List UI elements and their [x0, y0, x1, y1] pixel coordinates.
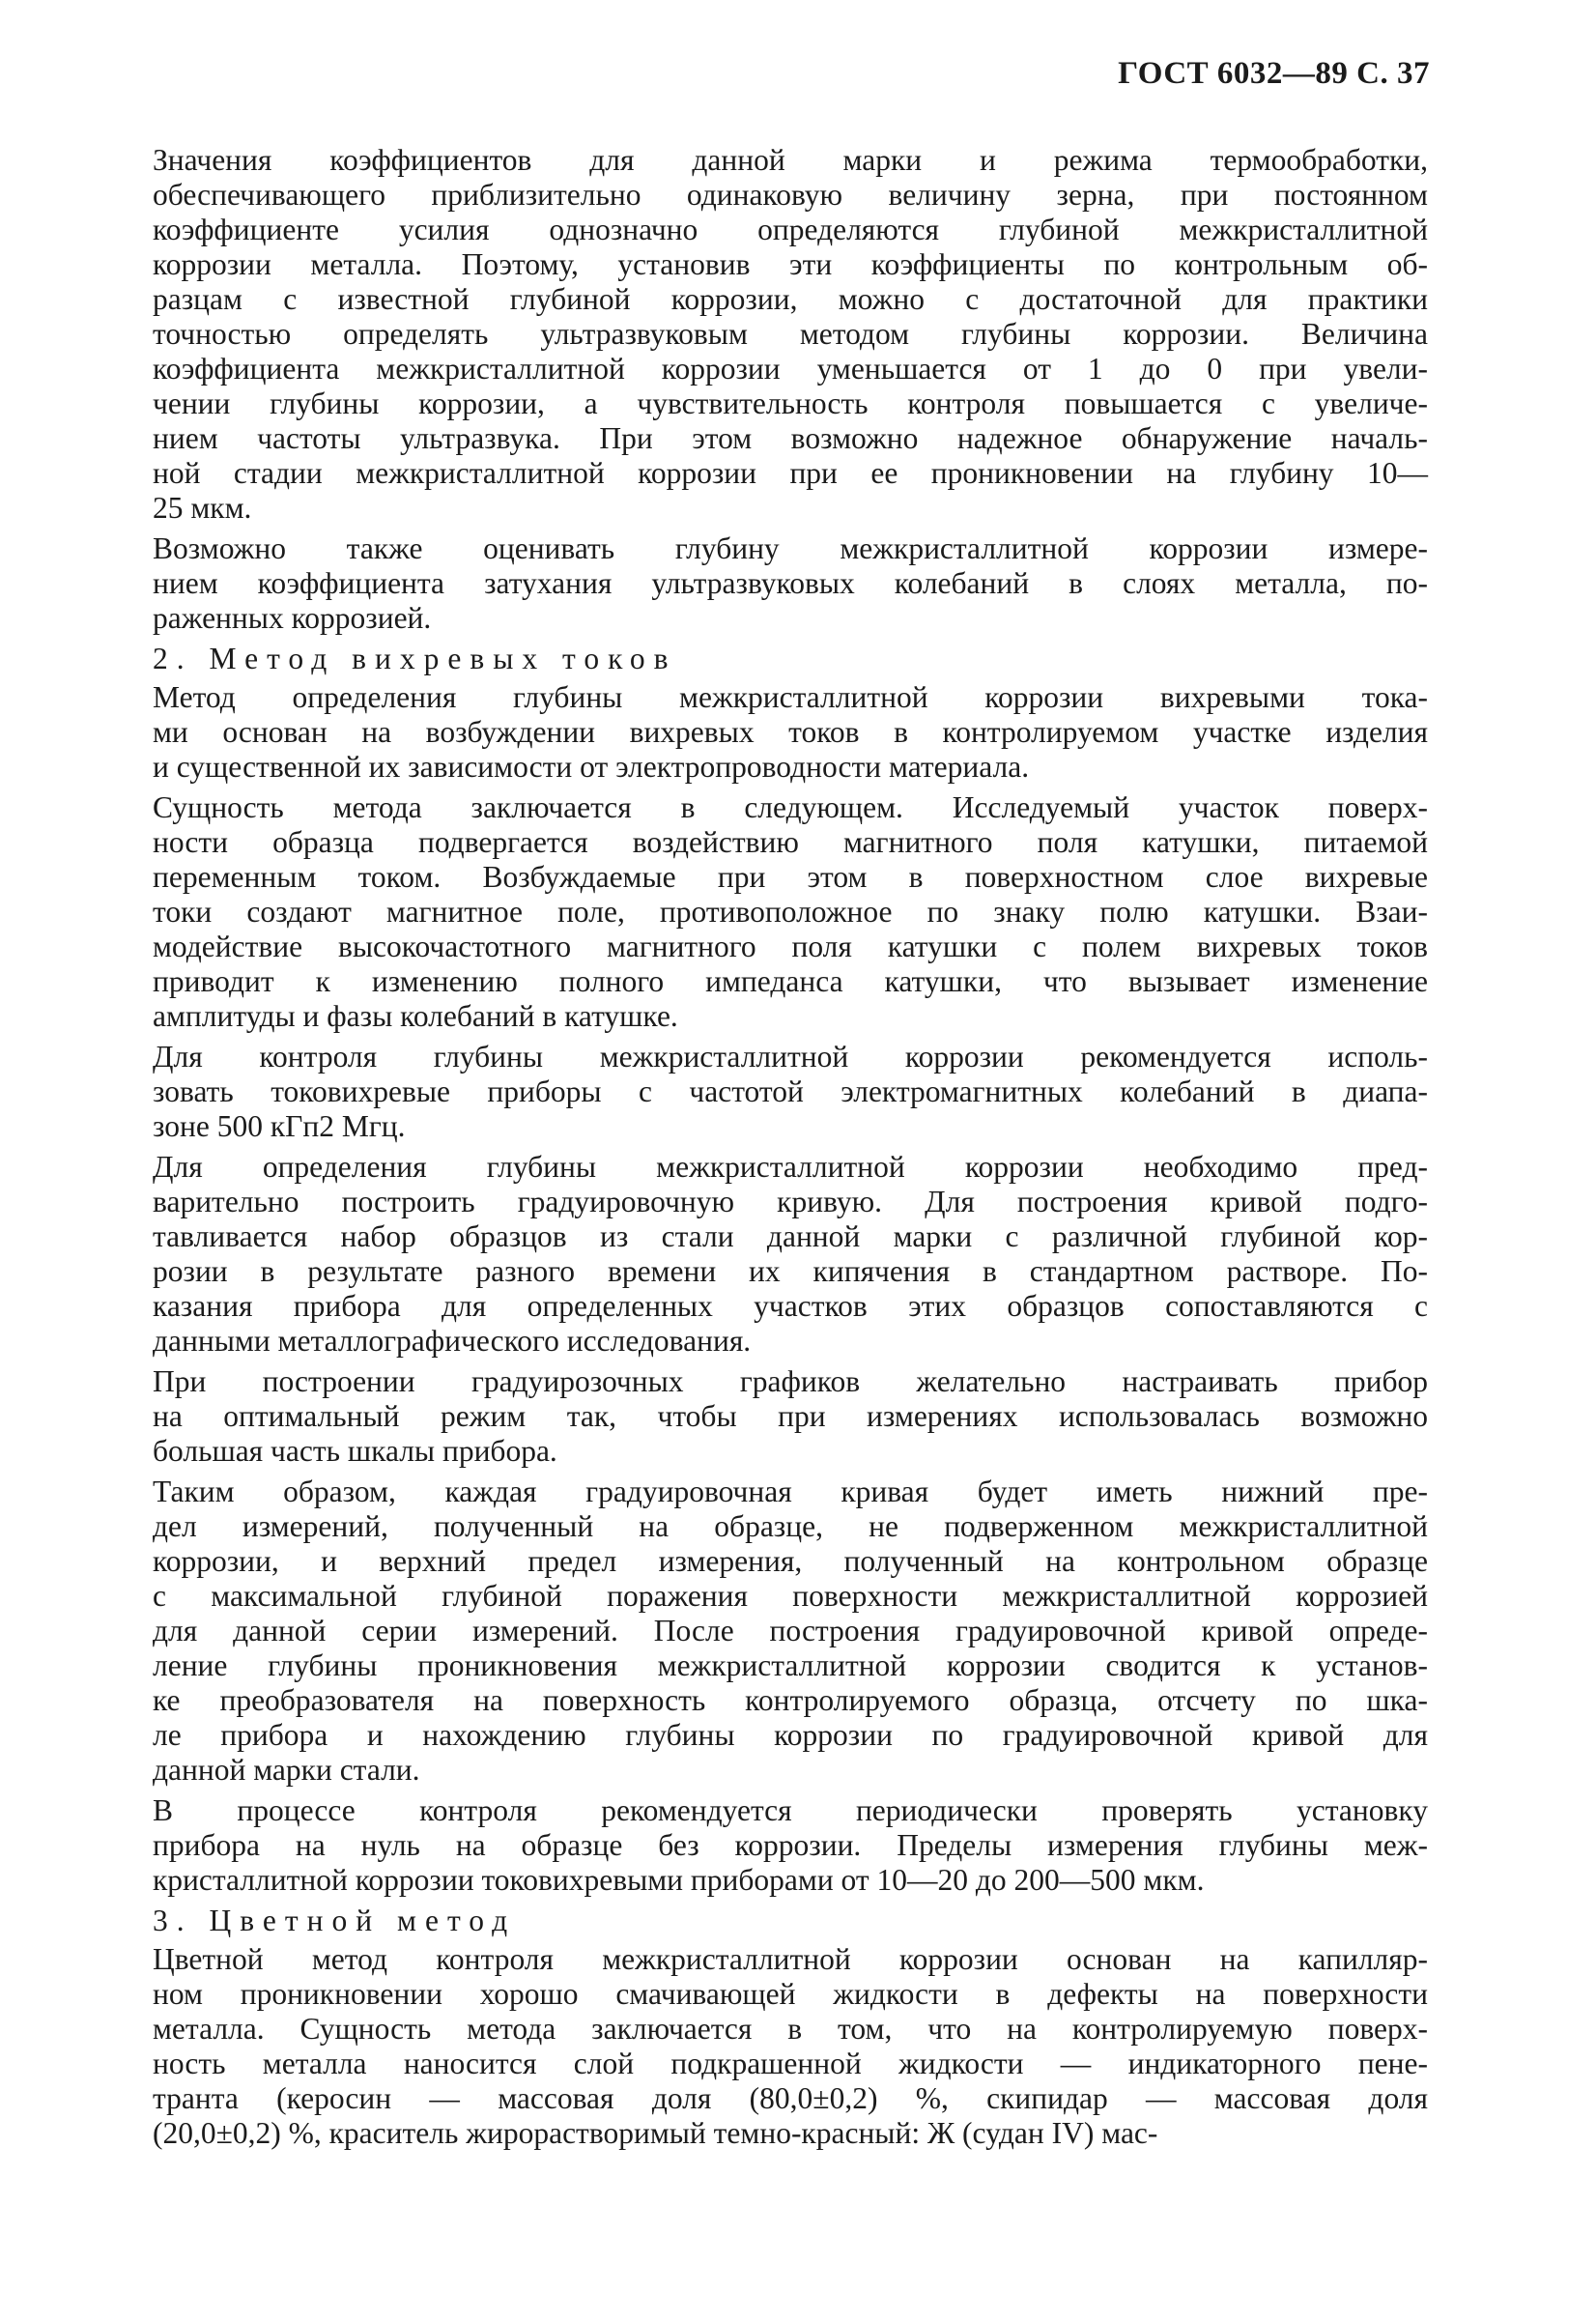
text-line: зовать токовихревые приборы с частотой электромагнитных колебаний в диапа- [153, 1074, 1428, 1108]
text-line: ле прибора и нахождению глубины коррозии по градуировочной кривой для [153, 1718, 1428, 1752]
text-line: варительно построить градуировочную кривую. Для построения кривой подго- [153, 1185, 1428, 1218]
text-line: ность металла наносится слой подкрашенной жидкости — индикаторного пене- [153, 2047, 1428, 2080]
section-heading-text: 3. Цветной метод [153, 1904, 517, 1937]
paragraph [153, 143, 1428, 526]
section-heading [153, 1904, 1428, 1938]
text-line: металла. Сущность метода заключается в том, что на контролируемую поверх- [153, 2012, 1428, 2046]
text-line: кристаллитной коррозии токовихревыми приборами от 10—20 до 200—500 мкм. [153, 1863, 1205, 1897]
paragraph [153, 1793, 1428, 1898]
text-line: казания прибора для определенных участков этих образцов сопоставляются с [153, 1289, 1428, 1323]
text-line: на оптимальный режим так, чтобы при измерениях использовалась возможно [153, 1399, 1428, 1433]
text-line: данными металлографического исследования. [153, 1324, 752, 1358]
text-line: В процессе контроля рекомендуется периодически проверять установку [153, 1793, 1428, 1827]
text-line: прибора на нуль на образце без коррозии. Пределы измерения глубины меж- [153, 1828, 1428, 1862]
text-line: При построении градуирозочных графиков желательно настраивать прибор [153, 1364, 1428, 1398]
text-line: модействие высокочастотного магнитного поля катушки с полем вихревых токов [153, 930, 1428, 963]
text-line: Для контроля глубины межкристаллитной коррозии рекомендуется исполь- [153, 1040, 1428, 1074]
paragraph [153, 790, 1428, 1034]
text-line: нием частоты ультразвука. При этом возможно надежное обнаружение началь- [153, 421, 1428, 455]
text-line: данной марки стали. [153, 1753, 420, 1787]
text-line: коррозии, и верхний предел измерения, полученный на контрольном образце [153, 1544, 1428, 1578]
text-line: Возможно также оценивать глубину межкристаллитной коррозии измере- [153, 531, 1428, 565]
text-line: Сущность метода заключается в следующем. Исследуемый участок поверх- [153, 790, 1428, 824]
document-body [153, 143, 1428, 2157]
text-line: (20,0±0,2) %, краситель жирорастворимый темно-красный: Ж (судан IV) мас- [153, 2116, 1158, 2150]
text-line: ке преобразователя на поверхность контролируемого образца, отсчету по шка- [153, 1683, 1428, 1717]
section-heading-text: 2. Метод вихревых токов [153, 642, 677, 675]
text-line: Для определения глубины межкристаллитной коррозии необходимо пред- [153, 1150, 1428, 1184]
text-line: Метод определения глубины межкристаллитной коррозии вихревыми тока- [153, 680, 1428, 714]
text-line: большая часть шкалы прибора. [153, 1434, 557, 1468]
text-line: транта (керосин — массовая доля (80,0±0,2) %, скипидар — массовая доля [153, 2081, 1428, 2115]
text-line: коэффициенте усилия однозначно определяются глубиной межкристаллитной [153, 213, 1428, 246]
paragraph [153, 1040, 1428, 1144]
text-line: розии в результате разного времени их кипячения в стандартном растворе. По- [153, 1254, 1428, 1288]
text-line: чении глубины коррозии, а чувствительность контроля повышается с увеличе- [153, 387, 1428, 420]
text-line: нием коэффициента затухания ультразвуковых колебаний в слоях металла, по- [153, 566, 1428, 600]
text-line: коррозии металла. Поэтому, установив эти коэффициенты по контрольным об- [153, 247, 1428, 281]
text-line: коэффициента межкристаллитной коррозии уменьшается от 1 до 0 при увели- [153, 352, 1428, 386]
page-header: ГОСТ 6032—89 С. 37 [1118, 56, 1430, 91]
paragraph [153, 1475, 1428, 1788]
section-heading [153, 642, 1428, 676]
text-line: Цветной метод контроля межкристаллитной коррозии основан на капилляр- [153, 1942, 1428, 1976]
text-line: с максимальной глубиной поражения поверхности межкристаллитной коррозией [153, 1579, 1428, 1613]
paragraph [153, 1942, 1428, 2151]
text-line: точностью определять ультразвуковым методом глубины коррозии. Величина [153, 317, 1428, 351]
text-line: Таким образом, каждая градуировочная кривая будет иметь нижний пре- [153, 1475, 1428, 1508]
text-line: приводит к изменению полного импеданса катушки, что вызывает изменение [153, 964, 1428, 998]
text-line: разцам с известной глубиной коррозии, можно с достаточной для практики [153, 282, 1428, 316]
paragraph [153, 680, 1428, 785]
paragraph [153, 1150, 1428, 1359]
text-line: и существенной их зависимости от электропроводности материала. [153, 750, 1030, 784]
paragraph [153, 1364, 1428, 1469]
text-line: обеспечивающего приблизительно одинаковую величину зерна, при постоянном [153, 178, 1428, 212]
paragraph [153, 531, 1428, 636]
text-line: дел измерений, полученный на образце, не подверженном межкристаллитной [153, 1509, 1428, 1543]
text-line: переменным током. Возбуждаемые при этом в поверхностном слое вихревые [153, 860, 1428, 894]
text-line: 25 мкм. [153, 491, 252, 525]
text-line: ности образца подвергается воздействию магнитного поля катушки, питаемой [153, 825, 1428, 859]
text-line: ми основан на возбуждении вихревых токов в контролируемом участке изделия [153, 715, 1428, 749]
text-line: Значения коэффициентов для данной марки и режима термообработки, [153, 143, 1428, 177]
text-line: тавливается набор образцов из стали данной марки с различной глубиной кор- [153, 1219, 1428, 1253]
text-line: ной стадии межкристаллитной коррозии при ее проникновении на глубину 10— [153, 456, 1428, 490]
text-line: для данной серии измерений. После построения градуировочной кривой опреде- [153, 1614, 1428, 1647]
text-line: зоне 500 кГп2 Мгц. [153, 1109, 406, 1143]
text-line: ном проникновении хорошо смачивающей жидкости в дефекты на поверхности [153, 1977, 1428, 2011]
text-line: раженных коррозией. [153, 601, 432, 635]
text-line: токи создают магнитное поле, противоположное по знаку полю катушки. Взаи- [153, 895, 1428, 929]
text-line: амплитуды и фазы колебаний в катушке. [153, 999, 678, 1033]
text-line: ление глубины проникновения межкристаллитной коррозии сводится к установ- [153, 1648, 1428, 1682]
